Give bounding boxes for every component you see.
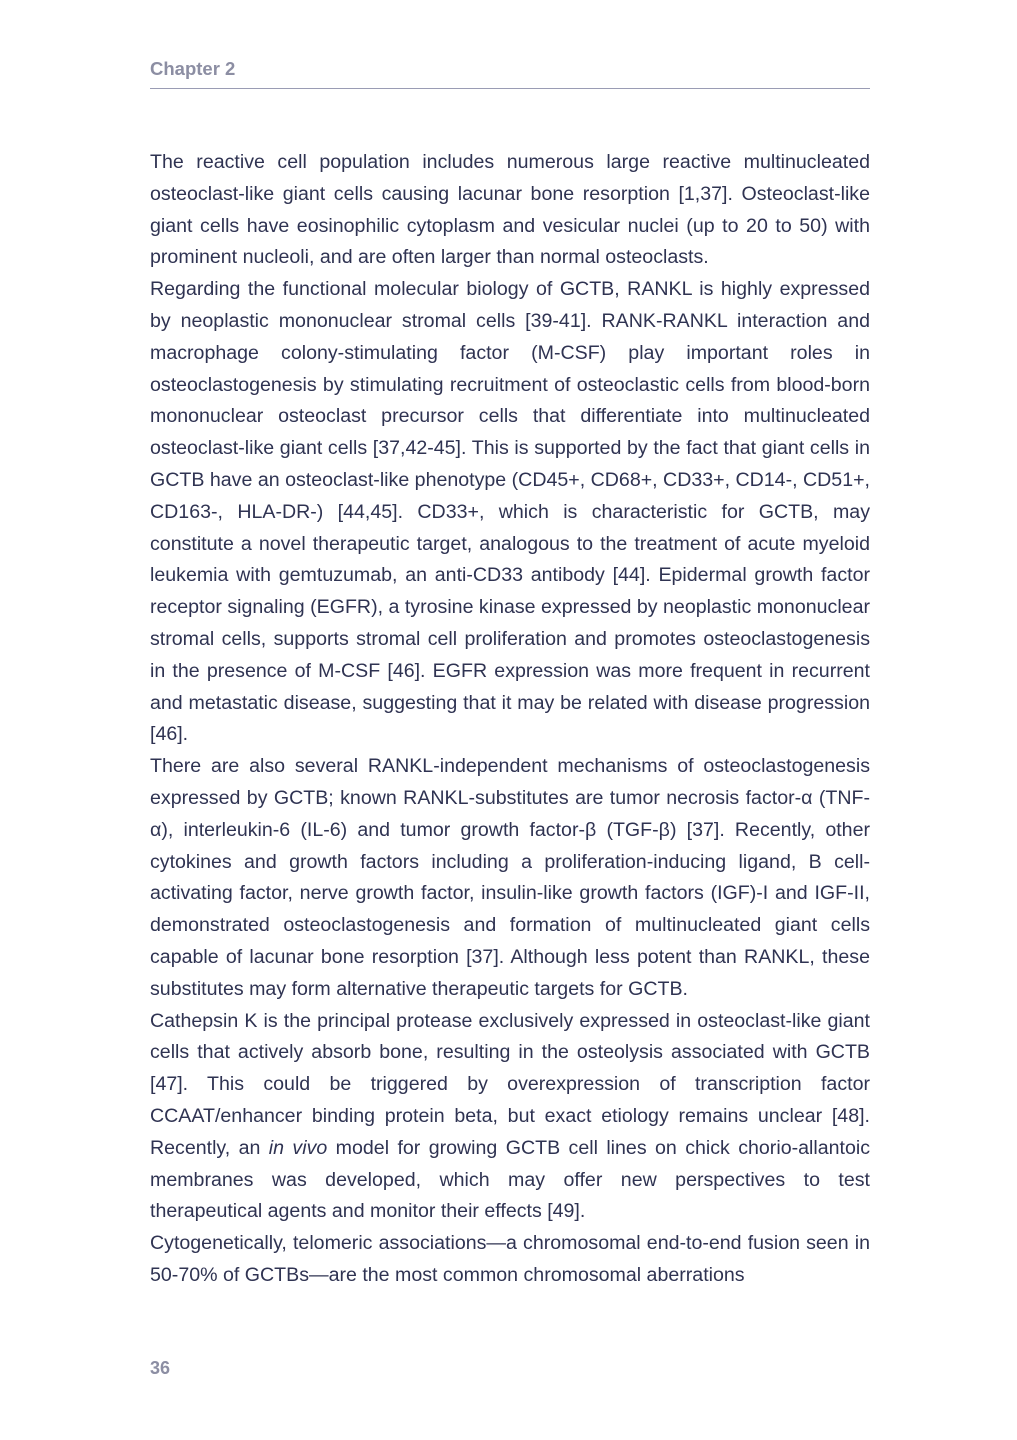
paragraph-cytogenetics: Cytogenetically, telomeric associations—a chromosomal end-to-end fusion seen in 50-70% of GCTBs—are the most common chromosomal aberrations [150, 1232, 870, 1286]
italic-in-vivo: in vivo [268, 1136, 328, 1159]
paragraph-molecular-biology: Regarding the functional molecular biology of GCTB, RANKL is highly expressed by neoplastic mononuclear stromal cells [39-41]. RANK-RANKL interaction and macrophage colony-stimulating factor (M-CSF) play important roles in osteoclastogenesis by stimulating recruitment of osteoclastic cells from blood-born mononuclear osteoclast precursor cells that differentiate into multinucleated osteoclast-like giant cells [37,42-45]. This is supported by the fact that giant cells in GCTB have an osteoclast-like phenotype (CD45+, CD68+, CD33+, CD14-, CD51+, CD163-, HLA-DR-) [44,45]. CD33+, which is characteristic for GCTB, may constitute a novel therapeutic target, analogous to the treatment of acute myeloid leukemia with gemtuzumab, an anti-CD33 antibody [44]. Epidermal growth factor receptor signaling (EGFR), a tyrosine kinase expressed by neoplastic mononuclear stromal cells, supports stromal cell proliferation and promotes osteoclastogenesis in the presence of M-CSF [46]. EGFR expression was more frequent in recurrent and metastatic disease, suggesting that it may be related with disease progression [46]. [150, 278, 870, 746]
paragraph-giant-cells: The reactive cell population includes numerous large reactive multinucleated osteoclast-like giant cells causing lacunar bone resorption [1,37]. Osteoclast-like giant cells have eosinophilic cytoplasm and vesicular nuclei (up to 20 to 50) with prominent nucleoli, and are often larger than normal osteoclasts. [150, 151, 870, 269]
chapter-label: Chapter 2 [150, 58, 236, 79]
paragraph-rankl-independent: There are also several RANKL-independent mechanisms of osteoclastogenesis expressed by GCTB; known RANKL-substitutes are tumor necrosis factor-α (TNF-α), interleukin-6 (IL-6) and tumor growth factor-β (TGF-β) [37]. Recently, other cytokines and growth factors including a proliferation-inducing ligand, B cell-activating factor, nerve growth factor, insulin-like growth factors (IGF)-I and IGF-II, demonstrated osteoclastogenesis and formation of multinucleated giant cells capable of lacunar bone resorption [37]. Although less potent than RANKL, these substitutes may form alternative therapeutic targets for GCTB. [150, 755, 870, 1000]
body-text [150, 147, 870, 1292]
running-header [150, 56, 870, 89]
paragraph-cathepsin-k-text-after: model for growing GCTB cell lines on chick chorio-allantoic membranes was developed, which may offer new perspectives to test therapeutical agents and monitor their effects [49]. [150, 1136, 870, 1223]
paragraph-cathepsin-k [150, 1006, 870, 1229]
page-number: 36 [150, 1358, 171, 1378]
paragraph-cathepsin-k-text-before: Cathepsin K is the principal protease exclusively expressed in osteoclast-like giant cells that actively absorb bone, resulting in the osteolysis associated with GCTB [47]. This could be triggered by overexpression of transcription factor CCAAT/enhancer binding protein beta, but exact etiology remains unclear [48]. Recently, an [150, 1009, 870, 1159]
